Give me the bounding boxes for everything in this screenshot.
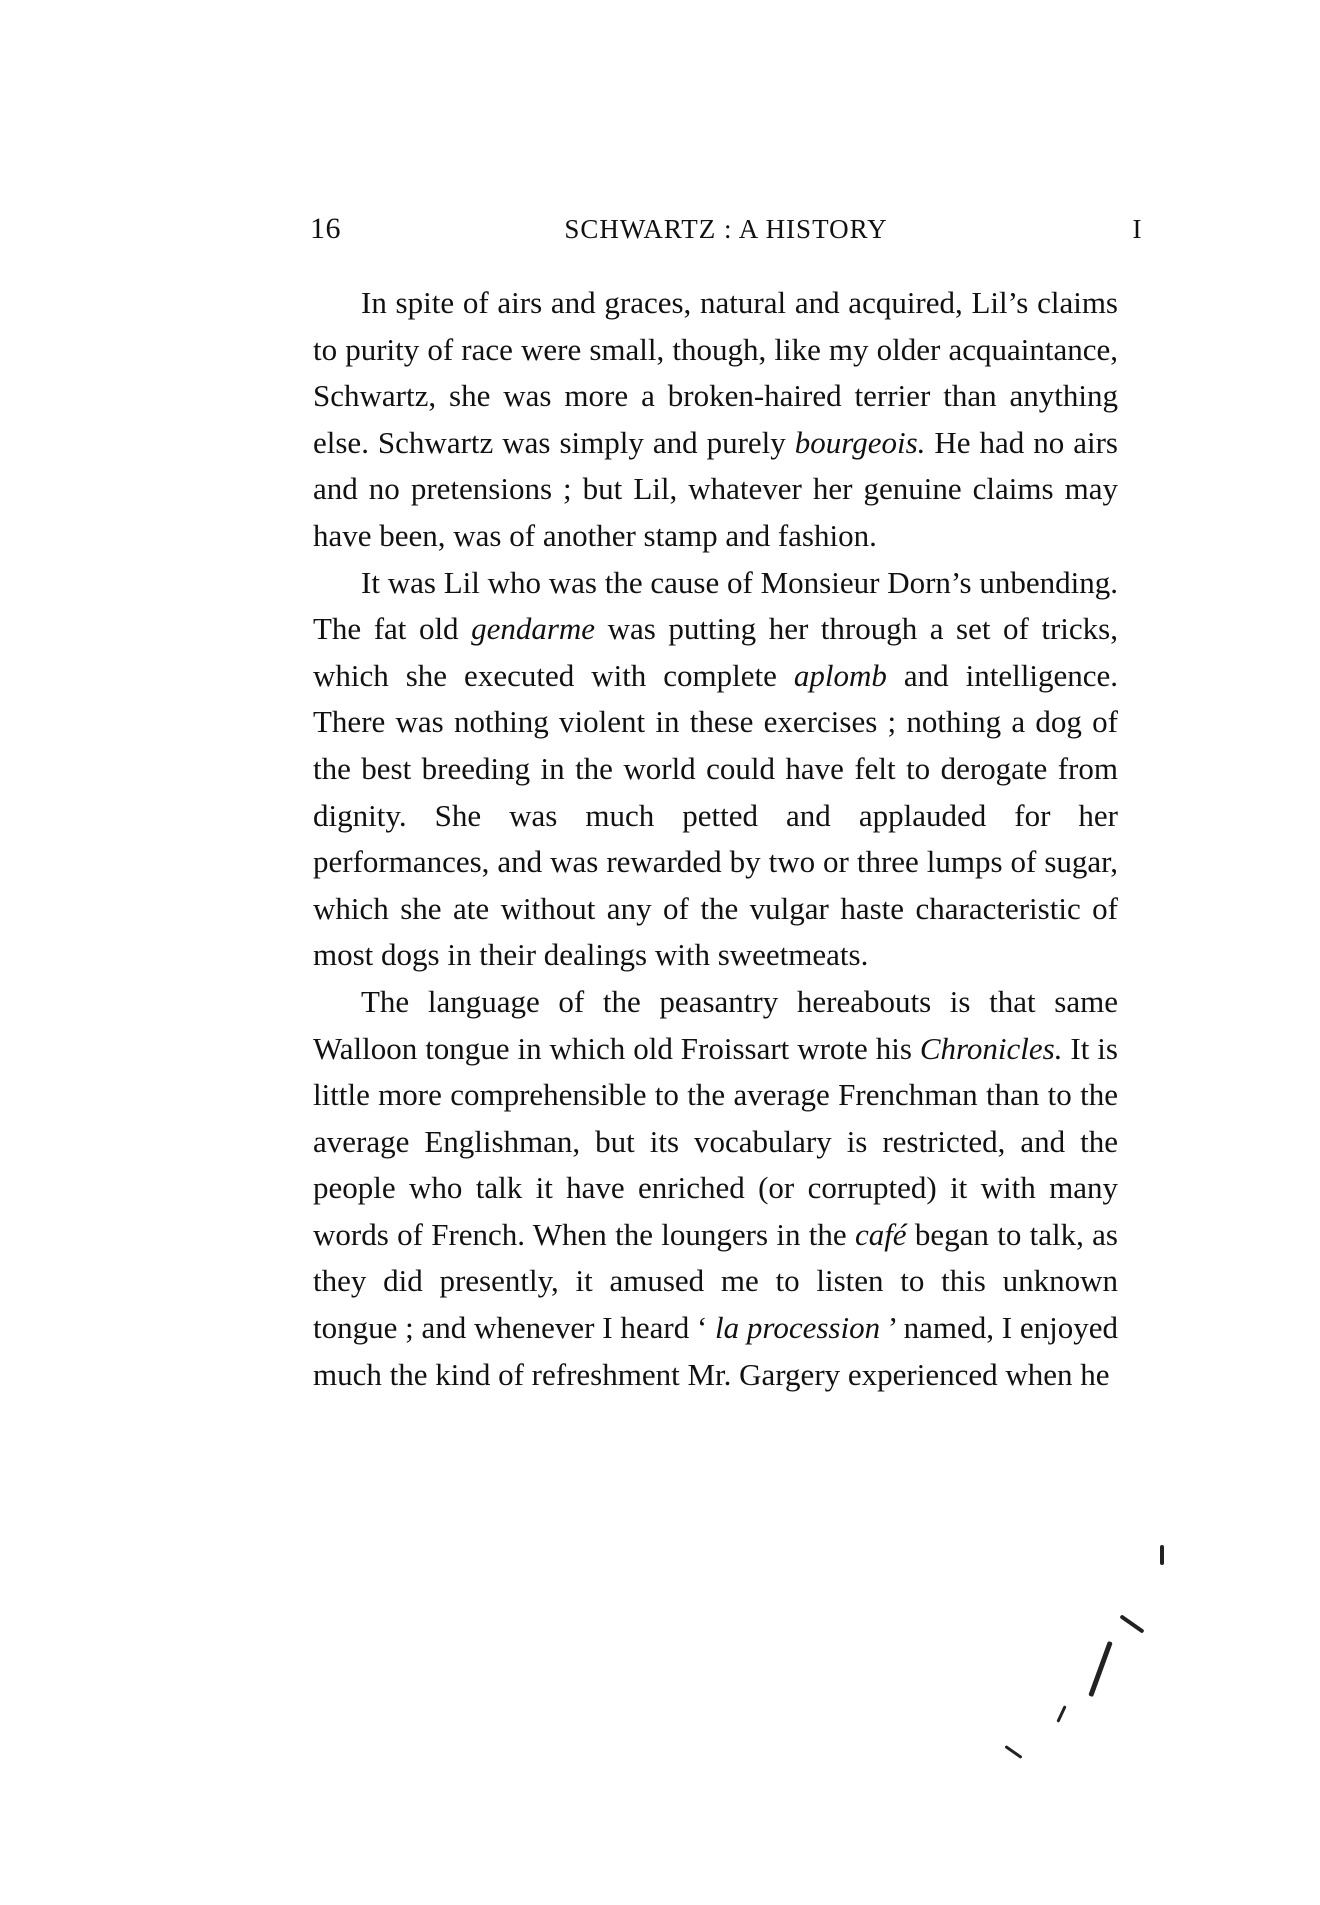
paragraph-3 <box>313 979 1118 1398</box>
italic-term-chronicles: Chronicles. <box>919 1030 1063 1066</box>
margin-mark <box>1119 1614 1144 1633</box>
italic-term-bourgeois: bourgeois. <box>794 424 926 460</box>
italic-term-gendarme: gendarme <box>471 611 596 647</box>
page-number: 16 <box>310 212 341 245</box>
paragraph-2 <box>313 560 1118 979</box>
margin-mark <box>1056 1705 1066 1723</box>
chapter-number: I <box>1132 214 1142 244</box>
body-text <box>313 280 1118 1398</box>
text-segment: The language of the peasantry hereabouts is that same Walloon tongue in which old Froissart wrote his <box>313 983 1118 1066</box>
text-segment: It is little more comprehensible to the average Frenchman than to the average Englishman, but its vocabulary is restricted, and the people who talk it have enriched (or corrupted) it with many words of French. When the loungers in the <box>313 1030 1118 1252</box>
text-segment: It was Lil who was the cause of Monsieur Dorn’s unbending. The fat old <box>313 564 1118 647</box>
running-head <box>310 212 1142 252</box>
margin-mark <box>1004 1745 1022 1759</box>
paragraph-1 <box>313 280 1118 560</box>
italic-term-cafe: café <box>854 1216 907 1252</box>
text-segment: ’ named, I enjoyed much the kind of refreshment Mr. Gargery experienced when he <box>313 1310 1118 1392</box>
text-segment: began to talk, as they did presently, it amused me to listen to this unknown tongue ; and whenever I heard ‘ <box>313 1216 1118 1346</box>
running-title: SCHWARTZ : A HISTORY <box>564 214 888 244</box>
text-segment: was putting her through a set of tricks, which she executed with complete <box>313 611 1118 693</box>
text-segment: He had no airs and no pretensions ; but Lil, whatever her genuine claims may have been, was of another stamp and fashion. <box>313 424 1118 553</box>
italic-term-aplomb: aplomb <box>793 657 887 693</box>
text-segment: In spite of airs and graces, natural and acquired, Lil’s claims to purity of race were small, though, like my older acquaintance, Schwartz, she was more a broken-haired terrier than anything else. Schwartz was simply and purely <box>313 285 1118 460</box>
margin-mark <box>1160 1545 1164 1565</box>
margin-mark <box>1088 1641 1113 1697</box>
text-segment: and intelligence. There was nothing violent in these exercises ; nothing a dog of the best breeding in the world could have felt to derogate from dignity. She was much petted and applauded for her performances, and was rewarded by two or three lumps of sugar, which she ate without any of the vulgar haste characteristic of most dogs in their dealings with sweetmeats. <box>313 657 1118 973</box>
italic-term-la-procession: la procession <box>707 1310 888 1346</box>
